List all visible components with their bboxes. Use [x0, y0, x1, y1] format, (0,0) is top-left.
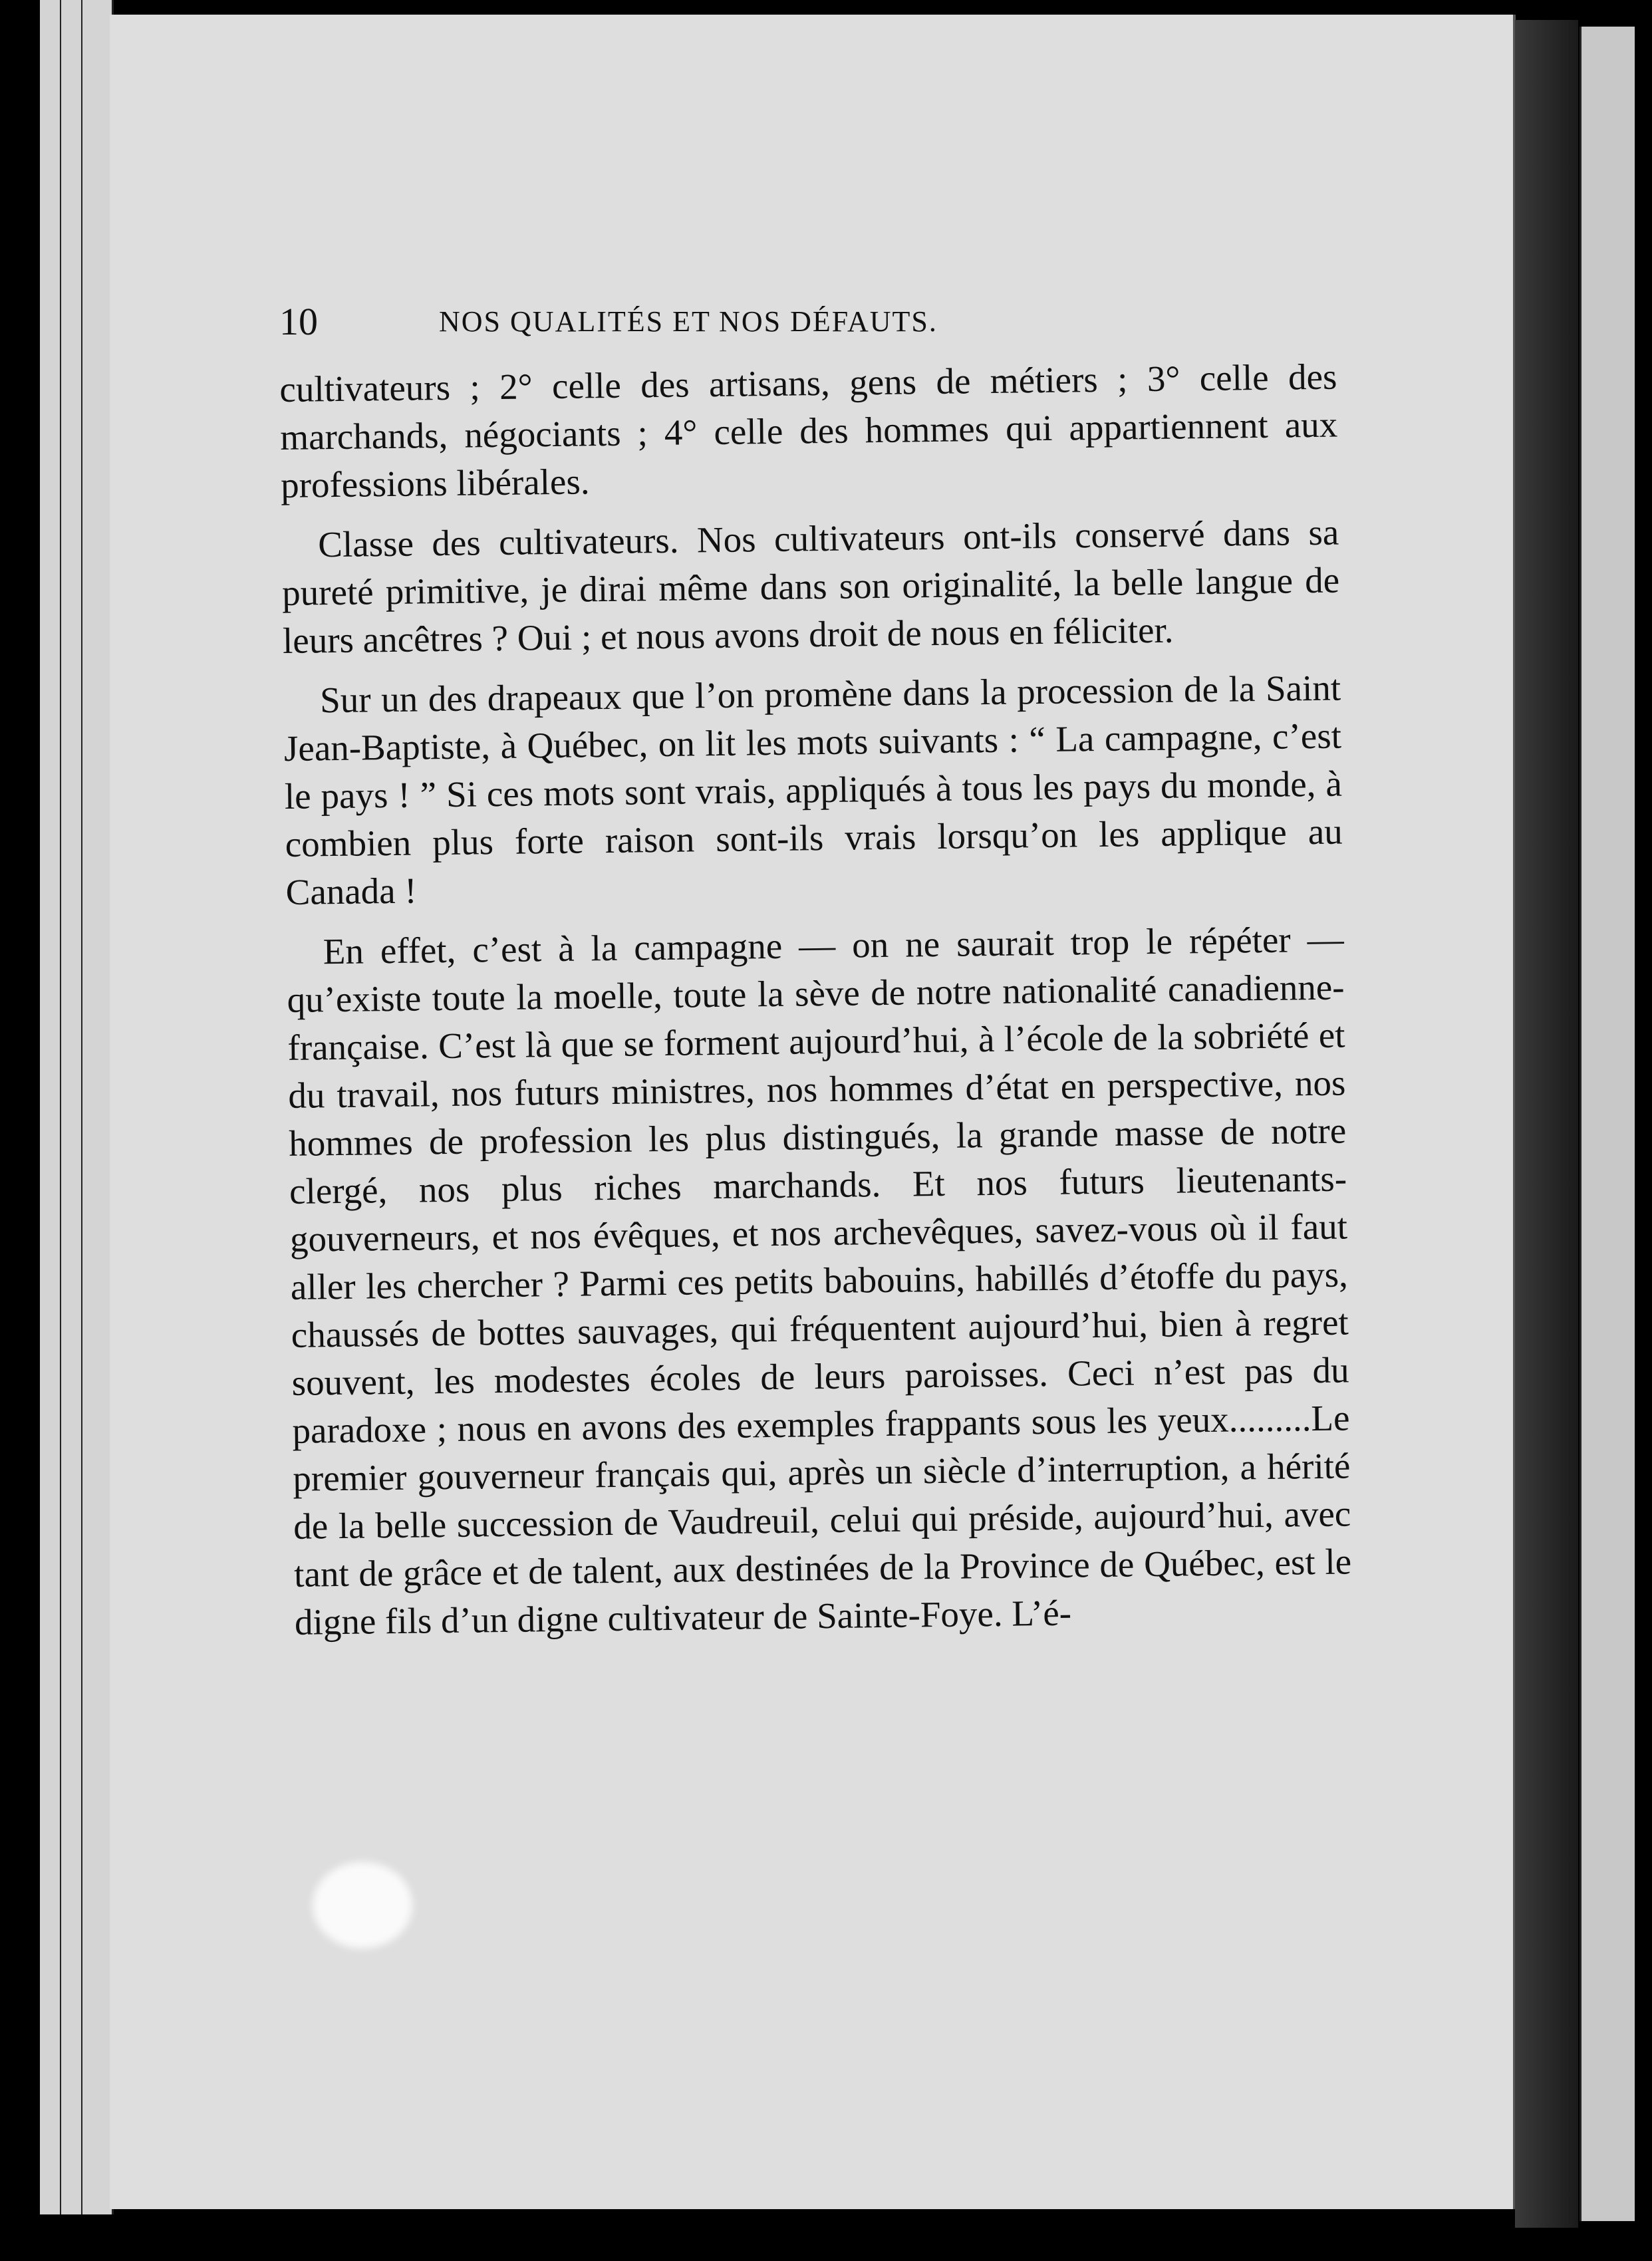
paper-blot [313, 1862, 412, 1948]
running-head [279, 293, 1164, 352]
gutter-shadow [1515, 20, 1578, 2228]
paragraph: cultivateurs ; 2° celle des artisans, gens de métiers ; 3° celle des marchands, négociants ; 4° celle des hommes qui appartiennent aux professions libérales. [279, 356, 1338, 505]
text-body [279, 353, 1353, 1659]
page-title: NOS QUALITÉS ET NOS DÉFAUTS. [439, 305, 938, 338]
paragraph: En effet, c’est à la campagne — on ne saurait trop le répéter — qu’existe toute la moelle, toute la sève de notre nationalité canadienne-française. C’est là que se forment aujourd’hui, à l’école de la sobriété et du travail, nos futurs ministres, nos hommes d’état en perspective, nos hommes de profession les plus distingués, la grande masse de notre clergé, nos plus riches marchands. Et nos futurs lieutenants-gouverneurs, et nos évêques, et nos archevêques, savez-vous où il faut aller les chercher ? Parmi ces petits babouins, habillés d’étoffe du pays, chaussés de bottes sauvages, qui fréquentent aujourd’hui, bien à regret souvent, les modestes écoles de leurs paroisses. Ceci n’est pas du paradoxe ; nous en avons des exemples frappants sous les yeux.........Le premier gouverneur français qui, après un siècle d’interruption, a hérité de la belle succession de Vaudreuil, celui qui préside, aujourd’hui, avec tant de grâce et de talent, aux destinées de la Province de Québec, est le digne fils d’un digne cultivateur de Sainte-Foye. L’é- [287, 918, 1352, 1643]
facing-page-edge [1580, 27, 1635, 2221]
page-number: 10 [279, 300, 318, 343]
page-edge [40, 0, 62, 2214]
paragraph: Sur un des drapeaux que l’on promène dans la procession de la Saint Jean-Baptiste, à Québec, on lit les mots suivants : “ La campagne, c’est le pays ! ” Si ces mots sont vrais, appliqués à tous les pays du monde, à combien plus forte raison sont-ils vrais lorsqu’on les applique au Canada ! [283, 667, 1343, 912]
page-edge [61, 0, 83, 2214]
paragraph: Classe des cultivateurs. Nos cultivateurs ont-ils conservé dans sa pureté primitive, je dirai même dans son originalité, la belle langue de leurs ancêtres ? Oui ; et nous avons droit de nous en féliciter. [281, 511, 1340, 661]
